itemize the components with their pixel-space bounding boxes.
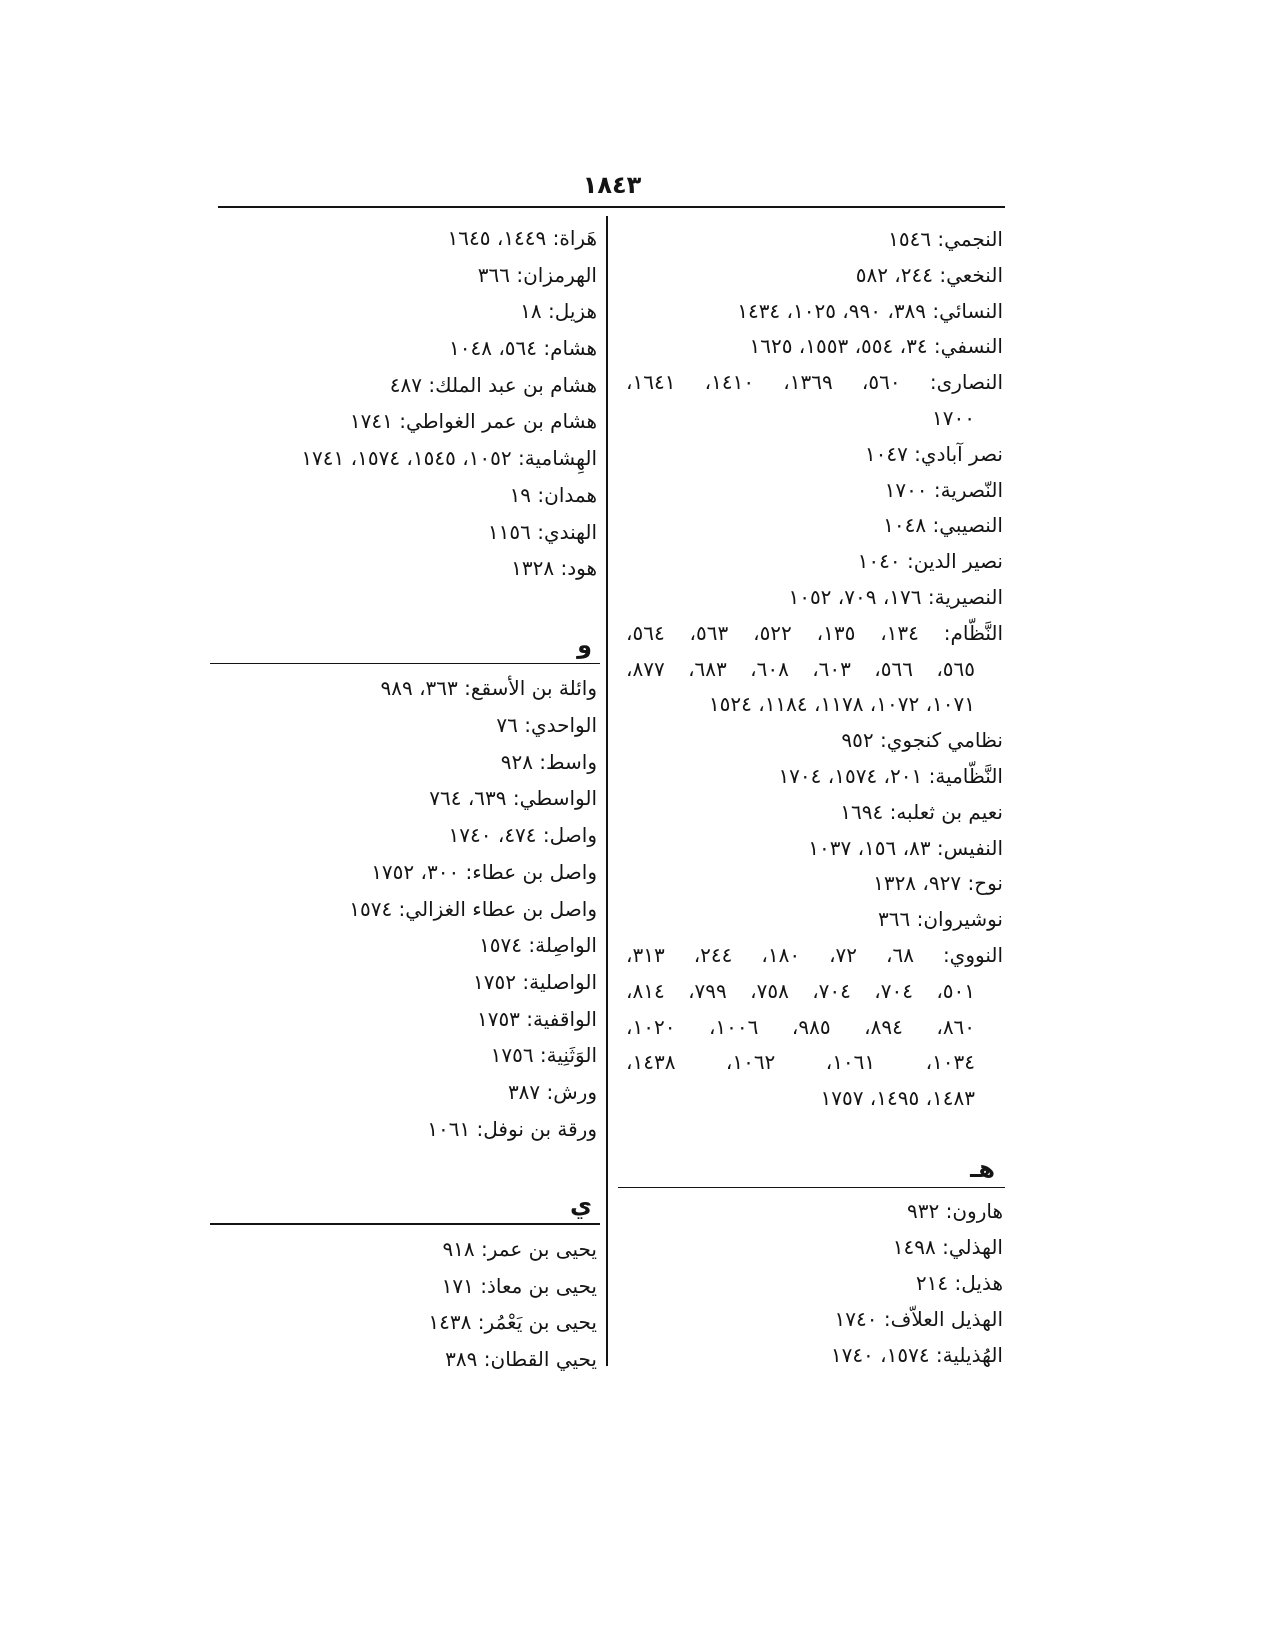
entry-line: واصل بن عطاء الغزالي: ١٥٧٤ (349, 896, 597, 921)
index-entry (618, 365, 1005, 437)
index-entry (210, 817, 600, 854)
entry-line: هشام بن عمر الغواطي: ١٧٤١ (349, 409, 597, 434)
entry-line: الهرمزان: ٣٦٦ (477, 262, 597, 287)
left-index-column (210, 220, 600, 1378)
entry-line: الهِشامية: ١٠٥٢، ١٥٤٥، ١٥٧٤، ١٧٤١ (301, 446, 597, 471)
index-entry (210, 1037, 600, 1074)
index-entry (210, 707, 600, 744)
entry-line: نعيم بن ثعلبه: ١٦٩٤ (840, 799, 1003, 824)
right-index-column (618, 222, 1005, 1373)
entry-line: النخعي: ٢٤٤، ٥٨٢ (855, 262, 1003, 287)
entry-line: همدان: ١٩ (509, 482, 597, 507)
entry-line: النّصرية: ١٧٠٠ (884, 477, 1003, 502)
index-entry (618, 902, 1005, 938)
entry-line: النسفي: ٣٤، ٥٥٤، ١٥٥٣، ١٦٢٥ (749, 334, 1003, 359)
index-entry (618, 222, 1005, 258)
index-entry (618, 508, 1005, 544)
index-entry (618, 1338, 1005, 1374)
entry-line: نوشيروان: ٣٦٦ (878, 907, 1003, 932)
index-entry (210, 744, 600, 781)
entry-line: النصارى: ٥٦٠، ١٣٦٩، ١٤١٠، ١٦٤١، (626, 370, 1004, 395)
entry-line: نظامي كنجوي: ٩٥٢ (841, 728, 1003, 753)
index-section (618, 222, 1005, 1117)
entry-line: هشام: ٥٦٤، ١٠٤٨ (449, 336, 597, 361)
index-entry (618, 329, 1005, 365)
index-entry (618, 938, 1005, 1117)
entry-line: ورش: ٣٨٧ (507, 1079, 597, 1104)
entry-continuation-line: ١٠٧١، ١٠٧٢، ١١٧٨، ١١٨٤، ١٥٢٤ (708, 692, 975, 717)
index-entry (618, 759, 1005, 795)
entry-line: يحيي القطان: ٣٨٩ (445, 1346, 597, 1371)
entry-line: هارون: ٩٣٢ (907, 1199, 1003, 1224)
index-entry (210, 964, 600, 1001)
index-entry (618, 1302, 1005, 1338)
entry-line: واسط: ٩٢٨ (500, 749, 597, 774)
entry-line: هشام بن عبد الملك: ٤٨٧ (389, 372, 597, 397)
entry-continuation-line: ٨٦٠، ٨٩٤، ٩٨٥، ١٠٠٦، ١٠٢٠، (626, 1014, 976, 1039)
entry-line: النَّظّامية: ٢٠١، ١٥٧٤، ١٧٠٤ (778, 763, 1003, 788)
section-rule (210, 663, 600, 665)
entry-line: النَّظّام: ١٣٤، ١٣٥، ٥٢٢، ٥٦٣، ٥٦٤، (626, 620, 1004, 645)
index-entry (210, 891, 600, 928)
index-entry (210, 330, 600, 367)
index-entry (210, 367, 600, 404)
entry-line: نصر آبادي: ١٠٤٧ (864, 441, 1003, 466)
entry-line: النجمي: ١٥٤٦ (888, 227, 1003, 251)
index-entry (618, 258, 1005, 294)
entry-line: الهندي: ١١٥٦ (487, 519, 597, 544)
index-entry (210, 670, 600, 707)
index-entry (618, 1194, 1005, 1230)
entry-continuation-line: ١٧٠٠ (932, 405, 975, 430)
index-entry (210, 257, 600, 294)
index-entry (618, 544, 1005, 580)
entry-line: الواقفية: ١٧٥٣ (476, 1006, 597, 1031)
index-entry (210, 514, 600, 551)
index-entry (618, 795, 1005, 831)
entry-line: هزيل: ١٨ (520, 299, 597, 324)
index-entry (618, 294, 1005, 330)
section-rule (210, 1223, 600, 1225)
entry-line: النووي: ٦٨، ٧٢، ١٨٠، ٢٤٤، ٣١٣، (626, 942, 1004, 967)
index-entry (210, 220, 600, 257)
entry-line: النصيبي: ١٠٤٨ (883, 513, 1003, 538)
index-entry (210, 1304, 600, 1341)
index-entry (210, 1268, 600, 1305)
index-entry (210, 927, 600, 964)
entry-line: نوح: ٩٢٧، ١٣٢٨ (873, 871, 1003, 896)
section-letter-heading: و (577, 630, 592, 659)
entry-continuation-line: ١٠٣٤، ١٠٦١، ١٠٦٢، ١٤٣٨، (626, 1050, 976, 1075)
entry-line: الهذلي: ١٤٩٨ (892, 1235, 1003, 1260)
column-divider (606, 216, 608, 1366)
entry-continuation-line: ١٤٨٣، ١٤٩٥، ١٧٥٧ (820, 1086, 975, 1111)
index-entry (618, 437, 1005, 473)
entry-line: الوَثَنِية: ١٧٥٦ (490, 1043, 597, 1068)
index-entry (618, 1230, 1005, 1266)
index-entry (618, 723, 1005, 759)
entry-line: ورقة بن نوفل: ١٠٦١ (427, 1116, 597, 1141)
section-letter-heading: ي (570, 1191, 592, 1220)
index-entry (210, 440, 600, 477)
index-entry (618, 473, 1005, 509)
index-entry (210, 1001, 600, 1038)
entry-line: هذيل: ٢١٤ (915, 1271, 1003, 1296)
index-entry (210, 1231, 600, 1268)
index-section (210, 220, 600, 587)
header-rule (218, 206, 1005, 208)
entry-line: هود: ١٣٢٨ (511, 556, 597, 581)
index-section (210, 1189, 600, 1377)
index-entry (210, 1074, 600, 1111)
entry-line: واصل بن عطاء: ٣٠٠، ١٧٥٢ (371, 859, 597, 884)
index-entry (210, 1111, 600, 1148)
entry-line: نصير الدين: ١٠٤٠ (857, 549, 1003, 574)
entry-line: النسائي: ٣٨٩، ٩٩٠، ١٠٢٥، ١٤٣٤ (737, 298, 1003, 323)
entry-line: النفيس: ٨٣، ١٥٦، ١٠٣٧ (808, 835, 1003, 860)
index-entry (618, 616, 1005, 723)
entry-line: الهذيل العلاّف: ١٧٤٠ (834, 1306, 1003, 1331)
index-entry (210, 550, 600, 587)
entry-line: الهُذيلية: ١٥٧٤، ١٧٤٠ (830, 1342, 1003, 1367)
entry-line: يحيى بن معاذ: ١٧١ (441, 1273, 597, 1298)
entry-line: الواسطي: ٦٣٩، ٧٦٤ (429, 786, 597, 811)
entry-line: النصيرية: ١٧٦، ٧٠٩، ١٠٥٢ (788, 584, 1003, 609)
section-rule (618, 1187, 1005, 1189)
index-section (210, 629, 600, 1147)
entry-line: وائلة بن الأسقع: ٣٦٣، ٩٨٩ (380, 676, 597, 701)
index-entry (210, 854, 600, 891)
entry-line: الواصِلة: ١٥٧٤ (479, 933, 597, 958)
page-number: ١٨٤٣ (582, 171, 642, 199)
section-letter-heading: هـ (970, 1154, 995, 1183)
entry-line: الواصلية: ١٧٥٢ (473, 969, 597, 994)
entry-line: واصل: ٤٧٤، ١٧٤٠ (448, 823, 597, 848)
index-entry (210, 477, 600, 514)
entry-line: هَراة: ١٤٤٩، ١٦٤٥ (447, 226, 597, 250)
index-entry (618, 831, 1005, 867)
entry-continuation-line: ٥٠١، ٧٠٤، ٧٠٤، ٧٥٨، ٧٩٩، ٨١٤، (626, 978, 976, 1003)
index-entry (618, 866, 1005, 902)
index-entry (210, 293, 600, 330)
index-entry (618, 580, 1005, 616)
index-entry (210, 403, 600, 440)
index-entry (210, 1341, 600, 1378)
index-entry (210, 780, 600, 817)
entry-line: الواحدي: ٧٦ (496, 713, 597, 738)
index-entry (618, 1266, 1005, 1302)
entry-line: يحيى بن يَعْمُر: ١٤٣٨ (428, 1310, 597, 1335)
index-section (618, 1153, 1005, 1373)
entry-line: يحيى بن عمر: ٩١٨ (442, 1236, 597, 1261)
entry-continuation-line: ٥٦٥، ٥٦٦، ٦٠٣، ٦٠٨، ٦٨٣، ٨٧٧، (626, 656, 976, 681)
